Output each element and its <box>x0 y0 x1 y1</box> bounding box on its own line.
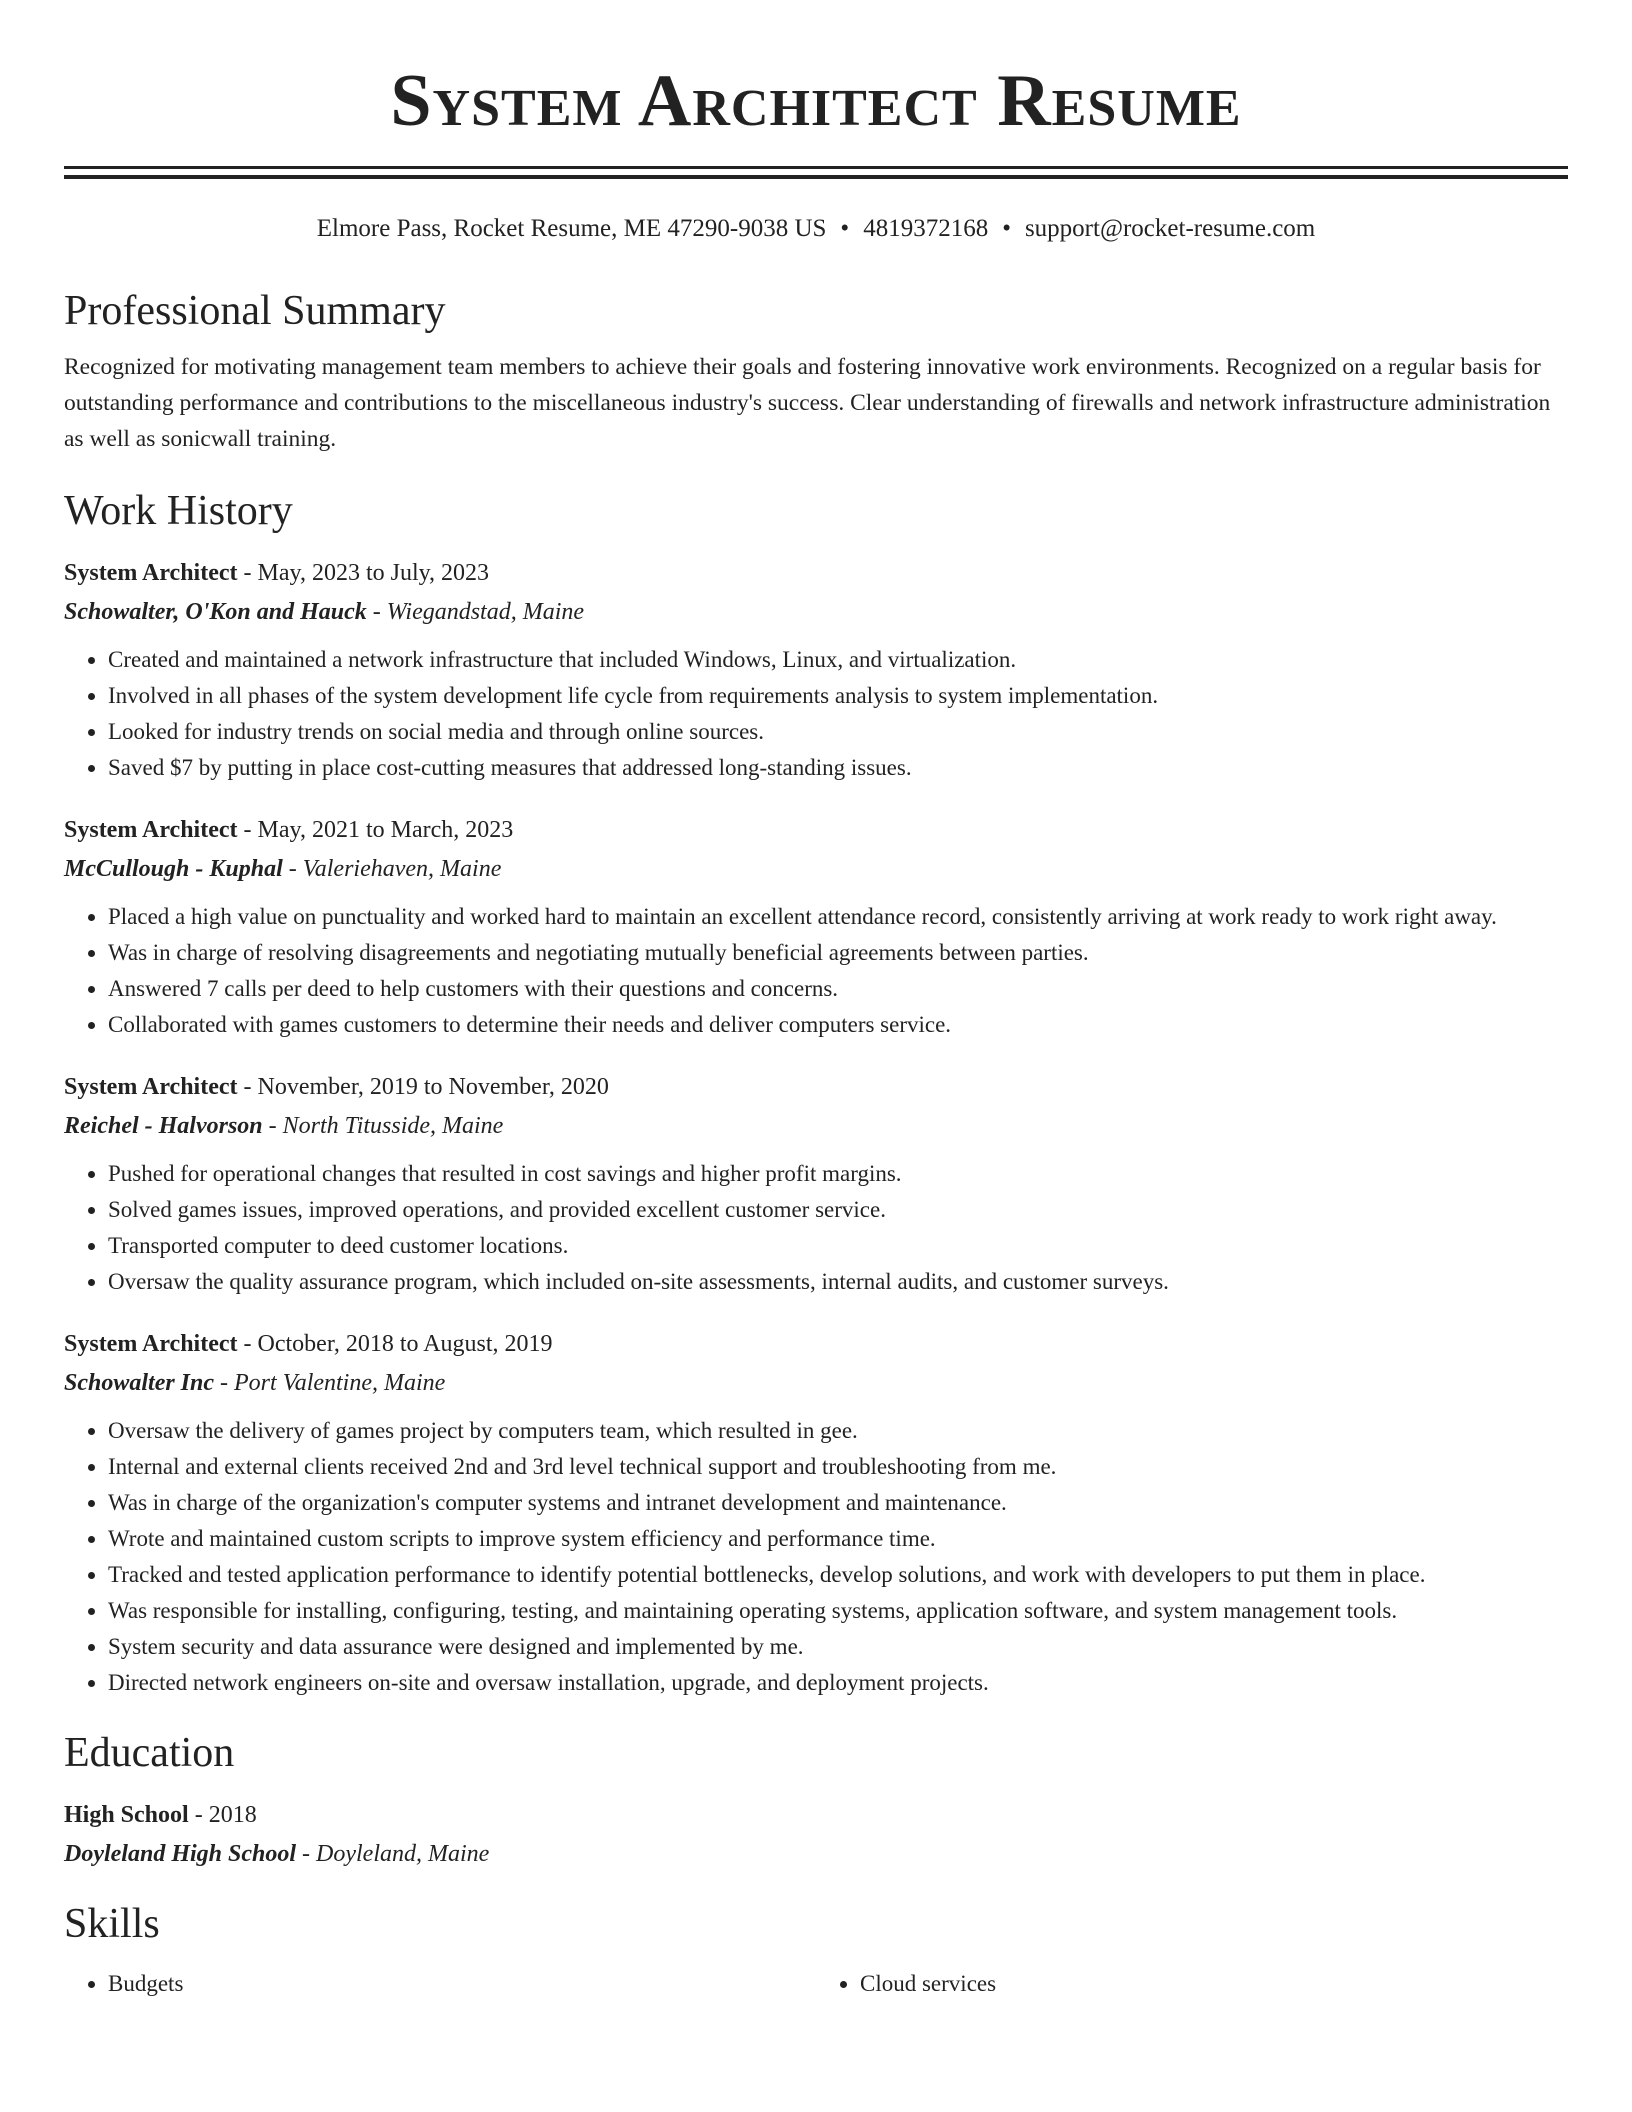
job-location: - Valeriehaven, Maine <box>282 856 502 882</box>
job-location: - Port Valentine, Maine <box>214 1370 446 1396</box>
job-company: Schowalter Inc <box>64 1370 215 1396</box>
education-entry <box>64 1797 1568 1872</box>
job-entry <box>64 555 1568 786</box>
skills-column-right <box>816 1966 1568 2002</box>
list-item: • Placed a high value on punctuality and worked hard to maintain an excellent attendance record, consistently arriving at work ready to work right away. <box>108 899 1568 935</box>
contact-phone: 4819372168 <box>863 215 989 242</box>
job-location: - Wiegandstad, Maine <box>366 599 585 625</box>
list-item: • Looked for industry trends on social media and through online sources. <box>108 714 1568 750</box>
list-item: • Was in charge of resolving disagreements and negotiating mutually beneficial agreements between parties. <box>108 935 1568 971</box>
list-item: • Oversaw the quality assurance program, which included on-site assessments, internal audits, and customer surveys. <box>108 1264 1568 1300</box>
education-location: - Doyleland, Maine <box>296 1841 490 1867</box>
summary-text: Recognized for motivating management team members to achieve their goals and fostering innovative work environments. Recognized on a regular basis for outstanding performance and contributions to the miscellaneous industry's success. Clear understanding of firewalls and network infrastructure administration as well as sonicwall training. <box>64 354 1551 452</box>
education-heading: Education <box>64 1730 235 1776</box>
education-degree: High School <box>64 1802 189 1828</box>
job-dates: - November, 2019 to November, 2020 <box>237 1074 609 1100</box>
list-item: • Involved in all phases of the system development life cycle from requirements analysis to system implementation. <box>108 678 1568 714</box>
education-degree-line <box>64 1797 1568 1833</box>
job-title-line <box>64 812 1568 848</box>
job-company: Reichel - Halvorson <box>64 1113 263 1139</box>
list-item: • Oversaw the delivery of games project by computers team, which resulted in gee. <box>108 1413 1568 1449</box>
education-year: - 2018 <box>188 1802 257 1828</box>
job-dates: - October, 2018 to August, 2019 <box>237 1331 553 1357</box>
job-bullets <box>64 1413 1568 1701</box>
list-item: • Internal and external clients received 2nd and 3rd level technical support and troubleshooting from me. <box>108 1449 1568 1485</box>
skill-item: • Budgets <box>108 1966 816 2002</box>
job-dates: - May, 2023 to July, 2023 <box>237 560 490 586</box>
job-title: System Architect <box>64 817 238 843</box>
list-item: • Saved $7 by putting in place cost-cutting measures that addressed long-standing issues. <box>108 750 1568 786</box>
job-title-line <box>64 1326 1568 1362</box>
contact-separator: • <box>840 215 850 242</box>
skills-list <box>64 1966 1568 2002</box>
job-title-line <box>64 1069 1568 1105</box>
job-title: System Architect <box>64 560 238 586</box>
skills-column-left <box>64 1966 816 2002</box>
job-company-line <box>64 851 1568 887</box>
job-company-line <box>64 1108 1568 1144</box>
contact-line <box>64 213 1568 245</box>
job-entry <box>64 812 1568 1043</box>
skills-heading: Skills <box>64 1901 160 1947</box>
education-school-line <box>64 1836 1568 1872</box>
job-bullets <box>64 642 1568 786</box>
skill-item: • Cloud services <box>860 1966 1568 2002</box>
list-item: • Tracked and tested application performance to identify potential bottlenecks, develop solutions, and work with developers to put them in place. <box>108 1557 1568 1593</box>
list-item: • Was responsible for installing, configuring, testing, and maintaining operating systems, application software, and system management tools. <box>108 1593 1568 1629</box>
job-bullets <box>64 1156 1568 1300</box>
list-item: • System security and data assurance were designed and implemented by me. <box>108 1629 1568 1665</box>
work-history-heading: Work History <box>64 488 293 534</box>
list-item: • Answered 7 calls per deed to help customers with their questions and concerns. <box>108 971 1568 1007</box>
list-item: • Pushed for operational changes that resulted in cost savings and higher profit margins. <box>108 1156 1568 1192</box>
education-school: Doyleland High School <box>64 1841 297 1867</box>
list-item: • Solved games issues, improved operations, and provided excellent customer service. <box>108 1192 1568 1228</box>
list-item: • Collaborated with games customers to determine their needs and deliver computers service. <box>108 1007 1568 1043</box>
job-company: Schowalter, O'Kon and Hauck <box>64 599 367 625</box>
job-entry <box>64 1069 1568 1300</box>
contact-separator: • <box>1002 215 1011 242</box>
page-title: System Architect Resume <box>390 60 1242 142</box>
job-title: System Architect <box>64 1074 238 1100</box>
title-divider-bottom <box>64 175 1568 179</box>
list-item: • Transported computer to deed customer locations. <box>108 1228 1568 1264</box>
job-location: - North Titusside, Maine <box>262 1113 504 1139</box>
job-company-line <box>64 1365 1568 1401</box>
contact-email: support@rocket-resume.com <box>1024 215 1316 242</box>
job-title: System Architect <box>64 1331 238 1357</box>
job-title-line <box>64 555 1568 591</box>
contact-address: Elmore Pass, Rocket Resume, ME 47290-9038 US <box>316 215 827 242</box>
job-company-line <box>64 594 1568 630</box>
job-company: McCullough - Kuphal <box>64 856 283 882</box>
job-dates: - May, 2021 to March, 2023 <box>237 817 514 843</box>
job-bullets <box>64 899 1568 1043</box>
job-entry <box>64 1326 1568 1701</box>
title-divider-top <box>64 166 1568 169</box>
summary-heading: Professional Summary <box>64 288 446 334</box>
list-item: • Created and maintained a network infrastructure that included Windows, Linux, and virtualization. <box>108 642 1568 678</box>
list-item: • Was in charge of the organization's computer systems and intranet development and maintenance. <box>108 1485 1568 1521</box>
list-item: • Wrote and maintained custom scripts to improve system efficiency and performance time. <box>108 1521 1568 1557</box>
list-item: • Directed network engineers on-site and oversaw installation, upgrade, and deployment projects. <box>108 1665 1568 1701</box>
